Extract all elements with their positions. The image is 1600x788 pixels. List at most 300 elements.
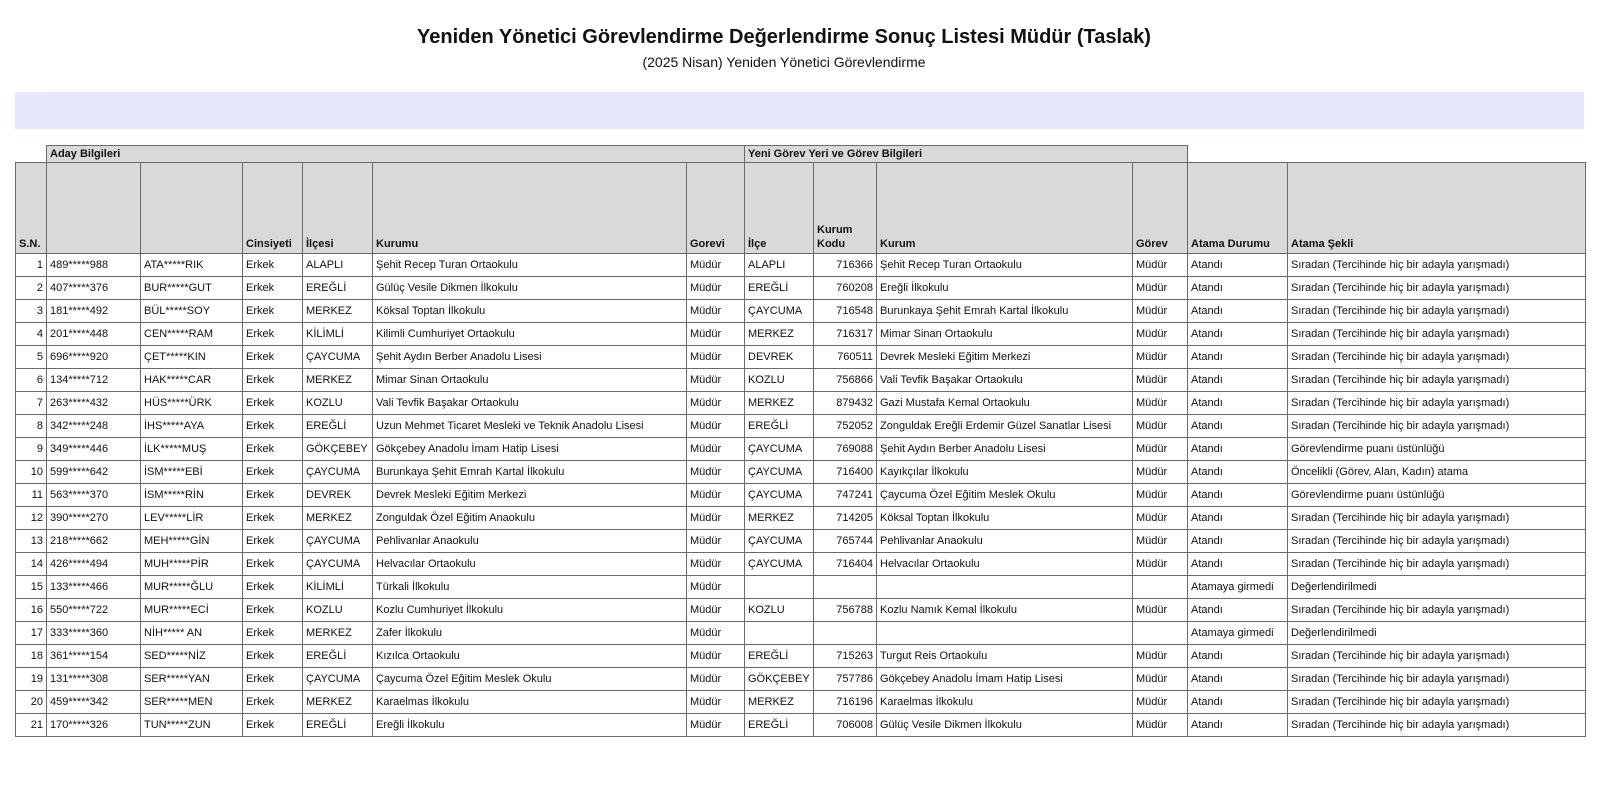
cell-method: Sıradan (Tercihinde hiç bir adayla yarışmadı) [1288, 415, 1586, 438]
cell-institution: Vali Tevfik Başakar Ortaokulu [373, 392, 687, 415]
cell-code: 714205 [814, 507, 877, 530]
table-row [16, 645, 1586, 668]
cell-status: Atandı [1188, 300, 1288, 323]
cell-name: ATA*****RIK [141, 254, 243, 277]
cell-name: BÜL*****SOY [141, 300, 243, 323]
cell-tc: 131*****308 [47, 668, 141, 691]
cell-district: MERKEZ [303, 300, 373, 323]
cell-new-institution: Gazi Mustafa Kemal Ortaokulu [877, 392, 1133, 415]
cell-new-institution: Zonguldak Ereğli Erdemir Güzel Sanatlar Lisesi [877, 415, 1133, 438]
header-district: İlçesi [303, 163, 373, 254]
cell-sn: 9 [16, 438, 47, 461]
cell-duty: Müdür [687, 323, 745, 346]
cell-new-duty: Müdür [1133, 254, 1188, 277]
cell-new-district: MERKEZ [745, 323, 814, 346]
cell-sn: 6 [16, 369, 47, 392]
cell-name: TUN*****ZUN [141, 714, 243, 737]
cell-new-duty: Müdür [1133, 323, 1188, 346]
cell-method: Sıradan (Tercihinde hiç bir adayla yarışmadı) [1288, 714, 1586, 737]
cell-code: 752052 [814, 415, 877, 438]
cell-method: Değerlendirilmedi [1288, 576, 1586, 599]
cell-gender: Erkek [243, 484, 303, 507]
cell-code [814, 576, 877, 599]
header-duty: Gorevi [687, 163, 745, 254]
cell-institution: Gülüç Vesile Dikmen İlkokulu [373, 277, 687, 300]
cell-new-duty: Müdür [1133, 668, 1188, 691]
header-new-district: İlçe [745, 163, 814, 254]
cell-sn: 3 [16, 300, 47, 323]
cell-new-institution: Gökçebey Anadolu İmam Hatip Lisesi [877, 668, 1133, 691]
cell-new-duty: Müdür [1133, 553, 1188, 576]
cell-status: Atandı [1188, 346, 1288, 369]
cell-code: 706008 [814, 714, 877, 737]
cell-method: Değerlendirilmedi [1288, 622, 1586, 645]
cell-new-institution: Burunkaya Şehit Emrah Kartal İlkokulu [877, 300, 1133, 323]
cell-district: KOZLU [303, 392, 373, 415]
cell-gender: Erkek [243, 530, 303, 553]
cell-sn: 17 [16, 622, 47, 645]
cell-duty: Müdür [687, 461, 745, 484]
cell-tc: 696*****920 [47, 346, 141, 369]
cell-status: Atandı [1188, 484, 1288, 507]
cell-status: Atandı [1188, 599, 1288, 622]
cell-name: MUH*****PİR [141, 553, 243, 576]
cell-sn: 16 [16, 599, 47, 622]
cell-gender: Erkek [243, 714, 303, 737]
cell-district: ÇAYCUMA [303, 461, 373, 484]
cell-new-district: MERKEZ [745, 392, 814, 415]
cell-institution: Karaelmas İlkokulu [373, 691, 687, 714]
cell-tc: 361*****154 [47, 645, 141, 668]
table-row [16, 599, 1586, 622]
cell-institution: Türkali İlkokulu [373, 576, 687, 599]
table-row [16, 254, 1586, 277]
group-new-post-info: Yeni Görev Yeri ve Görev Bilgileri [745, 146, 1188, 163]
cell-district: GÖKÇEBEY [303, 438, 373, 461]
cell-name: İHS*****AYA [141, 415, 243, 438]
cell-sn: 20 [16, 691, 47, 714]
table-row [16, 507, 1586, 530]
cell-sn: 15 [16, 576, 47, 599]
table-row [16, 415, 1586, 438]
cell-status: Atamaya girmedi [1188, 622, 1288, 645]
cell-duty: Müdür [687, 254, 745, 277]
table-row [16, 691, 1586, 714]
cell-code: 760511 [814, 346, 877, 369]
cell-district: MERKEZ [303, 622, 373, 645]
cell-new-duty: Müdür [1133, 415, 1188, 438]
table-row [16, 622, 1586, 645]
cell-gender: Erkek [243, 438, 303, 461]
cell-new-district: ÇAYCUMA [745, 530, 814, 553]
results-table [15, 145, 1586, 737]
cell-code: 716196 [814, 691, 877, 714]
cell-code: 756788 [814, 599, 877, 622]
cell-tc: 459*****342 [47, 691, 141, 714]
cell-sn: 8 [16, 415, 47, 438]
table-row [16, 530, 1586, 553]
cell-method: Sıradan (Tercihinde hiç bir adayla yarışmadı) [1288, 392, 1586, 415]
cell-duty: Müdür [687, 622, 745, 645]
cell-code: 756866 [814, 369, 877, 392]
cell-tc: 218*****662 [47, 530, 141, 553]
cell-gender: Erkek [243, 599, 303, 622]
cell-tc: 133*****466 [47, 576, 141, 599]
cell-new-duty: Müdür [1133, 461, 1188, 484]
cell-sn: 4 [16, 323, 47, 346]
header-band [15, 92, 1584, 129]
cell-new-duty: Müdür [1133, 530, 1188, 553]
cell-new-institution: Karaelmas İlkokulu [877, 691, 1133, 714]
cell-institution: Köksal Toptan İlkokulu [373, 300, 687, 323]
cell-status: Atamaya girmedi [1188, 576, 1288, 599]
cell-new-district: EREĞLİ [745, 277, 814, 300]
cell-new-duty: Müdür [1133, 714, 1188, 737]
cell-gender: Erkek [243, 507, 303, 530]
cell-institution: Uzun Mehmet Ticaret Mesleki ve Teknik Anadolu Lisesi [373, 415, 687, 438]
cell-new-district [745, 622, 814, 645]
header-new-duty: Görev [1133, 163, 1188, 254]
cell-code: 716317 [814, 323, 877, 346]
cell-new-duty: Müdür [1133, 438, 1188, 461]
cell-gender: Erkek [243, 277, 303, 300]
cell-district: KİLİMLİ [303, 576, 373, 599]
cell-sn: 13 [16, 530, 47, 553]
cell-institution: Kozlu Cumhuriyet İlkokulu [373, 599, 687, 622]
cell-tc: 333*****360 [47, 622, 141, 645]
cell-sn: 21 [16, 714, 47, 737]
header-code: Kurum Kodu [814, 163, 877, 254]
cell-district: ÇAYCUMA [303, 530, 373, 553]
header-institution: Kurumu [373, 163, 687, 254]
cell-name: MUR*****ECİ [141, 599, 243, 622]
cell-tc: 349*****446 [47, 438, 141, 461]
cell-sn: 2 [16, 277, 47, 300]
cell-new-district: ÇAYCUMA [745, 438, 814, 461]
cell-district: ALAPLI [303, 254, 373, 277]
cell-district: EREĞLİ [303, 277, 373, 300]
cell-code: 769088 [814, 438, 877, 461]
header-method: Atama Şekli [1288, 163, 1586, 254]
cell-institution: Şehit Recep Turan Ortaokulu [373, 254, 687, 277]
cell-duty: Müdür [687, 576, 745, 599]
cell-new-institution [877, 622, 1133, 645]
cell-code: 716404 [814, 553, 877, 576]
cell-method: Sıradan (Tercihinde hiç bir adayla yarışmadı) [1288, 254, 1586, 277]
column-header-row [16, 163, 1586, 254]
cell-name: SER*****MEN [141, 691, 243, 714]
cell-code: 715263 [814, 645, 877, 668]
cell-new-district: ÇAYCUMA [745, 461, 814, 484]
cell-sn: 12 [16, 507, 47, 530]
cell-duty: Müdür [687, 553, 745, 576]
cell-method: Görevlendirme puanı üstünlüğü [1288, 484, 1586, 507]
cell-district: ÇAYCUMA [303, 553, 373, 576]
table-row [16, 346, 1586, 369]
cell-new-duty: Müdür [1133, 369, 1188, 392]
cell-duty: Müdür [687, 438, 745, 461]
cell-name: LEV*****LİR [141, 507, 243, 530]
cell-new-institution: Çaycuma Özel Eğitim Meslek Okulu [877, 484, 1133, 507]
cell-method: Öncelikli (Görev, Alan, Kadın) atama [1288, 461, 1586, 484]
cell-method: Sıradan (Tercihinde hiç bir adayla yarışmadı) [1288, 277, 1586, 300]
cell-tc: 550*****722 [47, 599, 141, 622]
cell-new-duty: Müdür [1133, 645, 1188, 668]
cell-gender: Erkek [243, 300, 303, 323]
table-row [16, 277, 1586, 300]
cell-gender: Erkek [243, 415, 303, 438]
header-sn: S.N. [16, 163, 47, 254]
cell-new-district: KOZLU [745, 599, 814, 622]
cell-district: KİLİMLİ [303, 323, 373, 346]
cell-new-district: DEVREK [745, 346, 814, 369]
cell-name: MEH*****GİN [141, 530, 243, 553]
cell-district: ÇAYCUMA [303, 668, 373, 691]
cell-new-institution: Ereğli İlkokulu [877, 277, 1133, 300]
cell-new-district: ÇAYCUMA [745, 300, 814, 323]
cell-duty: Müdür [687, 300, 745, 323]
cell-gender: Erkek [243, 369, 303, 392]
cell-new-institution: Şehit Recep Turan Ortaokulu [877, 254, 1133, 277]
cell-new-institution: Kayıkçılar İlkokulu [877, 461, 1133, 484]
cell-gender: Erkek [243, 254, 303, 277]
cell-name: BUR*****GUT [141, 277, 243, 300]
cell-method: Sıradan (Tercihinde hiç bir adayla yarışmadı) [1288, 668, 1586, 691]
table-row [16, 714, 1586, 737]
cell-code: 760208 [814, 277, 877, 300]
cell-method: Sıradan (Tercihinde hiç bir adayla yarışmadı) [1288, 691, 1586, 714]
cell-duty: Müdür [687, 714, 745, 737]
cell-tc: 426*****494 [47, 553, 141, 576]
cell-status: Atandı [1188, 323, 1288, 346]
cell-method: Sıradan (Tercihinde hiç bir adayla yarışmadı) [1288, 507, 1586, 530]
cell-name: ÇET*****KIN [141, 346, 243, 369]
cell-new-district [745, 576, 814, 599]
cell-method: Görevlendirme puanı üstünlüğü [1288, 438, 1586, 461]
cell-sn: 18 [16, 645, 47, 668]
cell-code: 757786 [814, 668, 877, 691]
cell-new-duty: Müdür [1133, 277, 1188, 300]
cell-name: CEN*****RAM [141, 323, 243, 346]
cell-new-district: ALAPLI [745, 254, 814, 277]
header-tc [47, 163, 141, 254]
cell-new-district: EREĞLİ [745, 645, 814, 668]
table-row [16, 369, 1586, 392]
header-new-institution: Kurum [877, 163, 1133, 254]
header-status: Atama Durumu [1188, 163, 1288, 254]
cell-duty: Müdür [687, 277, 745, 300]
cell-duty: Müdür [687, 668, 745, 691]
cell-district: EREĞLİ [303, 714, 373, 737]
cell-new-duty: Müdür [1133, 507, 1188, 530]
cell-method: Sıradan (Tercihinde hiç bir adayla yarışmadı) [1288, 323, 1586, 346]
cell-new-institution: Kozlu Namık Kemal İlkokulu [877, 599, 1133, 622]
cell-new-duty: Müdür [1133, 392, 1188, 415]
cell-institution: Zafer İlkokulu [373, 622, 687, 645]
cell-duty: Müdür [687, 415, 745, 438]
cell-status: Atandı [1188, 714, 1288, 737]
cell-duty: Müdür [687, 392, 745, 415]
cell-status: Atandı [1188, 507, 1288, 530]
cell-name: İSM*****EBİ [141, 461, 243, 484]
cell-gender: Erkek [243, 691, 303, 714]
cell-institution: Gökçebey Anadolu İmam Hatip Lisesi [373, 438, 687, 461]
cell-gender: Erkek [243, 576, 303, 599]
cell-status: Atandı [1188, 415, 1288, 438]
cell-new-district: KOZLU [745, 369, 814, 392]
cell-new-institution: Turgut Reis Ortaokulu [877, 645, 1133, 668]
table-row [16, 438, 1586, 461]
cell-gender: Erkek [243, 645, 303, 668]
cell-district: ÇAYCUMA [303, 346, 373, 369]
cell-method: Sıradan (Tercihinde hiç bir adayla yarışmadı) [1288, 300, 1586, 323]
cell-gender: Erkek [243, 323, 303, 346]
cell-tc: 134*****712 [47, 369, 141, 392]
cell-new-institution: Vali Tevfik Başakar Ortaokulu [877, 369, 1133, 392]
cell-sn: 5 [16, 346, 47, 369]
cell-method: Sıradan (Tercihinde hiç bir adayla yarışmadı) [1288, 599, 1586, 622]
cell-district: DEVREK [303, 484, 373, 507]
cell-status: Atandı [1188, 277, 1288, 300]
cell-district: MERKEZ [303, 507, 373, 530]
cell-district: KOZLU [303, 599, 373, 622]
cell-sn: 10 [16, 461, 47, 484]
cell-gender: Erkek [243, 461, 303, 484]
cell-status: Atandı [1188, 668, 1288, 691]
cell-code: 765744 [814, 530, 877, 553]
cell-sn: 19 [16, 668, 47, 691]
cell-institution: Kilimli Cumhuriyet Ortaokulu [373, 323, 687, 346]
cell-district: MERKEZ [303, 369, 373, 392]
cell-code: 747241 [814, 484, 877, 507]
cell-method: Sıradan (Tercihinde hiç bir adayla yarışmadı) [1288, 369, 1586, 392]
cell-district: EREĞLİ [303, 415, 373, 438]
cell-method: Sıradan (Tercihinde hiç bir adayla yarışmadı) [1288, 346, 1586, 369]
header-gender: Cinsiyeti [243, 163, 303, 254]
cell-code [814, 622, 877, 645]
cell-new-institution: Helvacılar Ortaokulu [877, 553, 1133, 576]
cell-name: İLK*****MUŞ [141, 438, 243, 461]
cell-duty: Müdür [687, 346, 745, 369]
cell-new-district: GÖKÇEBEY [745, 668, 814, 691]
cell-tc: 263*****432 [47, 392, 141, 415]
cell-new-institution: Pehlivanlar Anaokulu [877, 530, 1133, 553]
cell-tc: 489*****988 [47, 254, 141, 277]
cell-new-district: MERKEZ [745, 507, 814, 530]
cell-duty: Müdür [687, 507, 745, 530]
table-row [16, 576, 1586, 599]
cell-institution: Şehit Aydın Berber Anadolu Lisesi [373, 346, 687, 369]
cell-tc: 563*****370 [47, 484, 141, 507]
cell-new-district: EREĞLİ [745, 714, 814, 737]
cell-status: Atandı [1188, 530, 1288, 553]
cell-code: 716366 [814, 254, 877, 277]
cell-district: EREĞLİ [303, 645, 373, 668]
cell-duty: Müdür [687, 691, 745, 714]
cell-new-duty: Müdür [1133, 484, 1188, 507]
cell-status: Atandı [1188, 691, 1288, 714]
cell-duty: Müdür [687, 645, 745, 668]
cell-duty: Müdür [687, 369, 745, 392]
cell-status: Atandı [1188, 438, 1288, 461]
cell-institution: Ereğli İlkokulu [373, 714, 687, 737]
cell-new-duty: Müdür [1133, 300, 1188, 323]
cell-status: Atandı [1188, 645, 1288, 668]
cell-name: HAK*****CAR [141, 369, 243, 392]
cell-status: Atandı [1188, 254, 1288, 277]
cell-district: MERKEZ [303, 691, 373, 714]
cell-new-district: ÇAYCUMA [745, 484, 814, 507]
cell-institution: Devrek Mesleki Eğitim Merkezi [373, 484, 687, 507]
cell-new-institution [877, 576, 1133, 599]
page-subtitle: (2025 Nisan) Yeniden Yönetici Görevlendirme [642, 54, 926, 70]
cell-method: Sıradan (Tercihinde hiç bir adayla yarışmadı) [1288, 645, 1586, 668]
cell-gender: Erkek [243, 392, 303, 415]
cell-sn: 14 [16, 553, 47, 576]
cell-new-institution: Mimar Sinan Ortaokulu [877, 323, 1133, 346]
cell-tc: 342*****248 [47, 415, 141, 438]
cell-tc: 599*****642 [47, 461, 141, 484]
cell-new-duty: Müdür [1133, 691, 1188, 714]
cell-institution: Zonguldak Özel Eğitim Anaokulu [373, 507, 687, 530]
table-row [16, 668, 1586, 691]
cell-name: SED*****NİZ [141, 645, 243, 668]
cell-new-institution: Şehit Aydın Berber Anadolu Lisesi [877, 438, 1133, 461]
cell-code: 879432 [814, 392, 877, 415]
cell-new-institution: Gülüç Vesile Dikmen İlkokulu [877, 714, 1133, 737]
cell-new-duty [1133, 576, 1188, 599]
table-row [16, 553, 1586, 576]
cell-institution: Çaycuma Özel Eğitim Meslek Okulu [373, 668, 687, 691]
cell-name: HÜS*****ÜRK [141, 392, 243, 415]
cell-duty: Müdür [687, 599, 745, 622]
cell-institution: Kızılca Ortaokulu [373, 645, 687, 668]
cell-tc: 170*****326 [47, 714, 141, 737]
group-header-row [16, 146, 1586, 163]
cell-sn: 11 [16, 484, 47, 507]
cell-name: MUR*****ĞLU [141, 576, 243, 599]
cell-new-district: ÇAYCUMA [745, 553, 814, 576]
cell-status: Atandı [1188, 553, 1288, 576]
group-candidate-info: Aday Bilgileri [47, 146, 745, 163]
header-name [141, 163, 243, 254]
cell-new-institution: Devrek Mesleki Eğitim Merkezi [877, 346, 1133, 369]
cell-new-institution: Köksal Toptan İlkokulu [877, 507, 1133, 530]
cell-tc: 201*****448 [47, 323, 141, 346]
cell-new-duty [1133, 622, 1188, 645]
cell-tc: 407*****376 [47, 277, 141, 300]
cell-gender: Erkek [243, 668, 303, 691]
table-row [16, 323, 1586, 346]
cell-status: Atandı [1188, 461, 1288, 484]
cell-method: Sıradan (Tercihinde hiç bir adayla yarışmadı) [1288, 530, 1586, 553]
cell-institution: Mimar Sinan Ortaokulu [373, 369, 687, 392]
cell-new-duty: Müdür [1133, 599, 1188, 622]
cell-institution: Pehlivanlar Anaokulu [373, 530, 687, 553]
page-title: Yeniden Yönetici Görevlendirme Değerlendirme Sonuç Listesi Müdür (Taslak) [417, 26, 1151, 48]
cell-name: İSM*****RİN [141, 484, 243, 507]
cell-gender: Erkek [243, 622, 303, 645]
cell-name: NİH***** AN [141, 622, 243, 645]
cell-duty: Müdür [687, 530, 745, 553]
cell-institution: Burunkaya Şehit Emrah Kartal İlkokulu [373, 461, 687, 484]
cell-duty: Müdür [687, 484, 745, 507]
cell-code: 716548 [814, 300, 877, 323]
table-row [16, 461, 1586, 484]
cell-tc: 390*****270 [47, 507, 141, 530]
cell-gender: Erkek [243, 346, 303, 369]
cell-name: SER*****YAN [141, 668, 243, 691]
